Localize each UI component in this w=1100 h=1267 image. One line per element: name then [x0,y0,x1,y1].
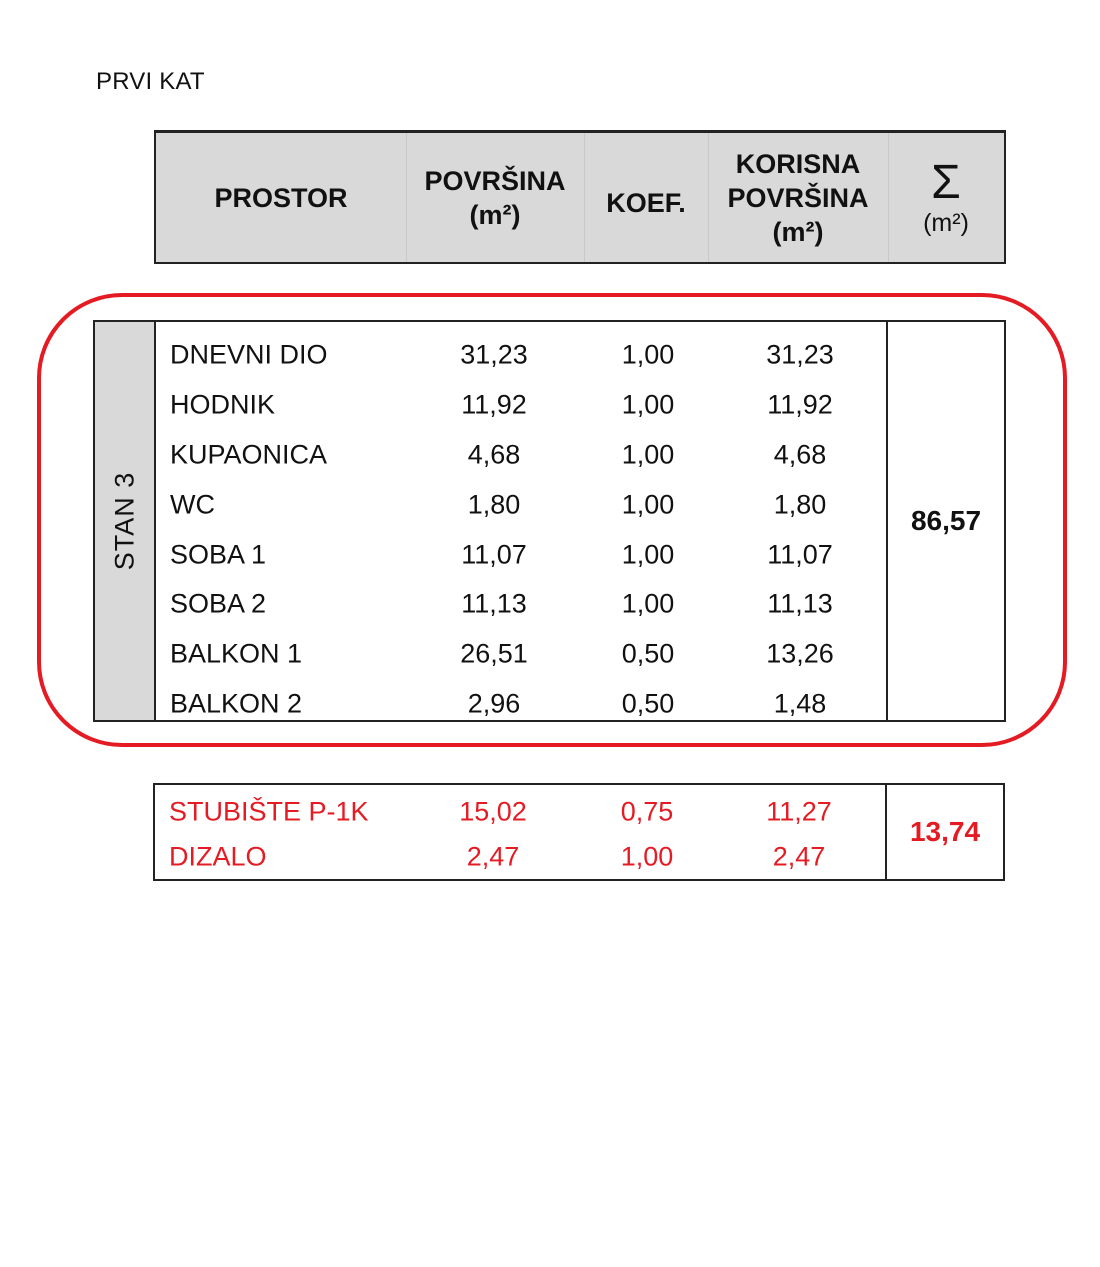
room-useful-area: 13,26 [766,638,834,669]
room-koef: 1,00 [620,841,674,871]
header-povrsina-label: POVRŠINA [424,165,566,196]
room-name: SOBA 2 [170,588,267,619]
header-korisna-label-2: POVRŠINA [727,182,869,213]
room-useful-area: 11,07 [767,539,833,569]
table-row [156,480,889,530]
table-row [156,629,889,679]
table-row [155,834,889,879]
room-koef: 0,50 [621,638,675,669]
room-koef: 1,00 [621,489,675,520]
header-koef-label: KOEF. [606,187,686,218]
room-area: 2,47 [466,841,520,871]
header-korisna [708,133,888,262]
table-row [156,530,889,580]
header-koef [584,133,708,262]
table-row [156,380,889,430]
room-area: 11,13 [461,588,527,619]
table-row [156,430,889,480]
common-rows [155,789,889,879]
table-row [156,679,889,729]
room-useful-area: 31,23 [766,339,834,370]
header-prostor [156,133,406,262]
room-area: 11,07 [461,539,527,569]
room-koef: 1,00 [621,339,675,370]
room-name: HODNIK [170,389,276,420]
unit-rows [156,330,889,729]
room-area: 11,92 [461,389,527,420]
room-area: 4,68 [467,439,521,470]
room-name: DIZALO [169,841,267,871]
table-header [154,130,1006,264]
room-name: BALKON 2 [170,688,303,719]
header-povrsina [406,133,584,262]
header-prostor-label: PROSTOR [214,182,348,213]
room-koef: 1,00 [621,588,675,619]
room-name: WC [170,489,215,520]
room-useful-area: 4,68 [773,439,827,470]
room-useful-area: 1,48 [773,688,827,719]
room-useful-area: 2,47 [772,841,826,871]
room-useful-area: 1,80 [773,489,827,520]
room-name: STUBIŠTE P-1K [169,796,369,826]
common-table [153,783,1005,881]
unit-total: 86,57 [886,322,1004,720]
header-povrsina-unit: (m²) [469,199,521,230]
room-useful-area: 11,92 [767,389,833,420]
room-area: 15,02 [459,796,527,826]
header-sum-unit: (m²) [923,208,969,237]
room-name: SOBA 1 [170,539,267,569]
room-koef: 1,00 [621,539,675,569]
room-name: KUPAONICA [170,439,328,470]
room-useful-area: 11,13 [767,588,833,619]
common-total: 13,74 [885,785,1003,879]
room-area: 2,96 [467,688,521,719]
unit-label-cell [95,322,156,720]
header-sum [888,133,1004,262]
floor-title: PRVI KAT [96,68,205,95]
room-koef: 0,50 [621,688,675,719]
room-koef: 1,00 [621,389,675,420]
room-useful-area: 11,27 [766,796,832,826]
room-name: BALKON 1 [170,638,303,669]
unit-table [93,320,1006,722]
room-koef: 1,00 [621,439,675,470]
sigma-icon: Σ [931,155,961,209]
header-korisna-label-1: KORISNA [735,148,861,179]
table-row [155,789,889,834]
table-row [156,330,889,380]
table-row [156,579,889,629]
unit-label: STAN 3 [109,471,139,571]
header-korisna-unit: (m²) [772,216,824,247]
room-area: 31,23 [460,339,528,370]
room-area: 26,51 [460,638,528,669]
room-name: DNEVNI DIO [170,339,328,370]
room-koef: 0,75 [620,796,674,826]
room-area: 1,80 [467,489,521,520]
